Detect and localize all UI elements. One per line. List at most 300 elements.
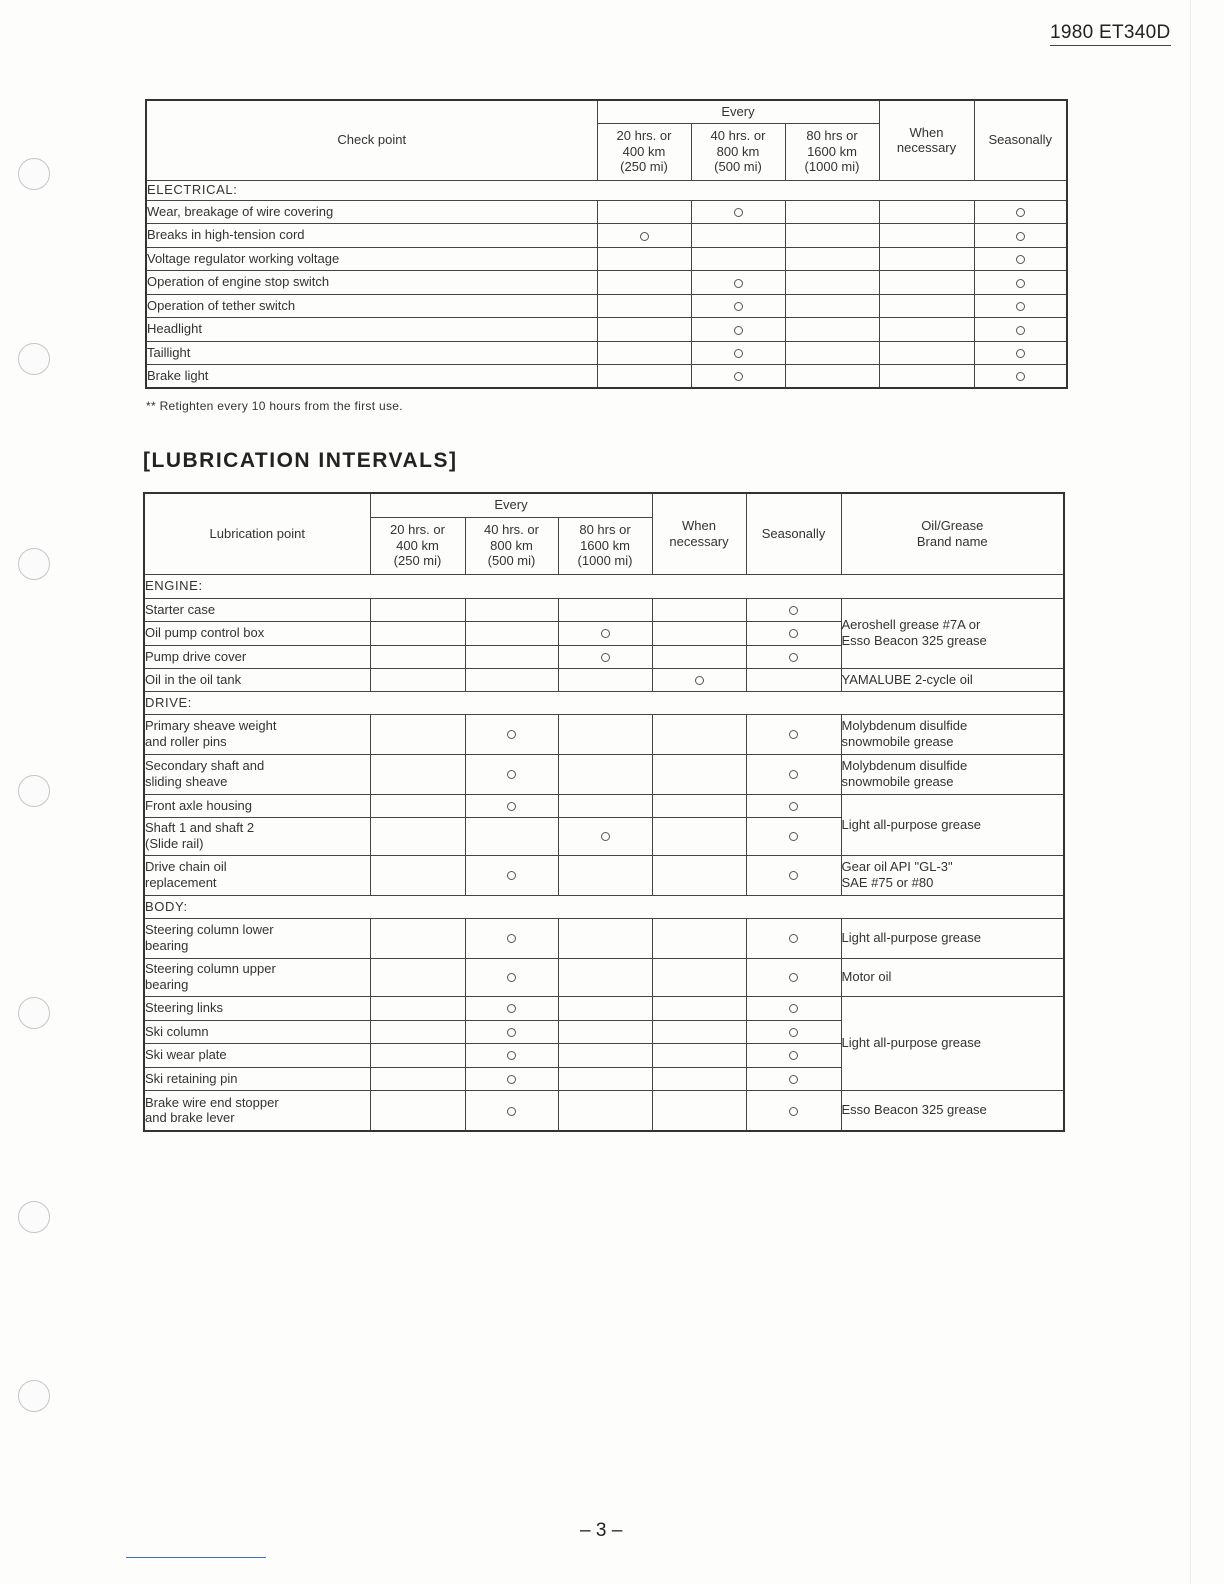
- check-mark-icon: [789, 934, 798, 943]
- cell: [785, 365, 879, 389]
- cell: [746, 1067, 841, 1090]
- cell: [652, 754, 746, 794]
- lube-point-line: (Slide rail): [145, 836, 204, 851]
- col-interval-20h: [597, 123, 691, 180]
- lube-point-line: Steering column lower: [145, 922, 274, 938]
- cell: [785, 318, 879, 342]
- cell: [691, 341, 785, 365]
- interval-line: (1000 mi): [804, 159, 860, 175]
- cell: [370, 668, 465, 691]
- check-mark-icon: [1016, 279, 1025, 288]
- check-mark-icon: [695, 676, 704, 685]
- oil-brand-line: snowmobile grease: [841, 734, 954, 749]
- check-mark-icon: [507, 802, 516, 811]
- cell: [746, 817, 841, 855]
- cell: [746, 1090, 841, 1131]
- cell: [370, 754, 465, 794]
- cell: [974, 224, 1067, 248]
- col-seasonally: Seasonally: [746, 493, 841, 574]
- lube-point: Ski column: [144, 1020, 370, 1043]
- lube-point-line: Primary sheave weight: [145, 718, 277, 734]
- oil-brand-line: Esso Beacon 325 grease: [841, 633, 987, 648]
- cell: [465, 1043, 558, 1067]
- cell: [652, 996, 746, 1020]
- lube-point-line: bearing: [145, 977, 189, 992]
- page-number: – 3 –: [580, 1520, 623, 1541]
- lube-point-line: Drive chain oil: [145, 859, 227, 875]
- lube-point-line: Shaft 1 and shaft 2: [145, 820, 255, 836]
- table-row: [144, 996, 1064, 1020]
- cell: [691, 318, 785, 342]
- cell: [465, 714, 558, 754]
- oil-brand-line: SAE #75 or #80: [841, 875, 934, 890]
- cell: [879, 224, 974, 248]
- oil-brand-line: Molybdenum disulfide: [841, 718, 968, 734]
- cell: [370, 918, 465, 958]
- cell: [597, 224, 691, 248]
- check-mark-icon: [507, 1028, 516, 1037]
- binder-hole: [18, 158, 50, 190]
- oil-brand-line: snowmobile grease: [841, 774, 954, 789]
- section-row: [144, 574, 1064, 598]
- check-mark-icon: [789, 1004, 798, 1013]
- cell: [691, 365, 785, 389]
- check-mark-icon: [789, 832, 798, 841]
- lube-point: [144, 1090, 370, 1131]
- lube-point-line: bearing: [145, 938, 189, 953]
- table-row: [144, 668, 1064, 691]
- cell: [558, 668, 652, 691]
- cell: [465, 918, 558, 958]
- col-seasonally: Seasonally: [974, 100, 1067, 180]
- section-title: [LUBRICATION INTERVALS]: [143, 449, 458, 472]
- binder-hole: [18, 343, 50, 375]
- cell: [879, 294, 974, 318]
- col-interval-80h: [558, 517, 652, 574]
- cell: [558, 1067, 652, 1090]
- check-mark-icon: [1016, 326, 1025, 335]
- cell: [652, 1090, 746, 1131]
- check-item: Operation of engine stop switch: [146, 271, 597, 295]
- table-row: [146, 247, 1067, 271]
- check-mark-icon: [734, 326, 743, 335]
- cell: [691, 294, 785, 318]
- cell: [691, 200, 785, 224]
- cell: [746, 621, 841, 645]
- check-mark-icon: [789, 629, 798, 638]
- cell: [558, 714, 652, 754]
- interval-line: 800 km: [716, 143, 760, 159]
- interval-line: 800 km: [490, 537, 533, 553]
- check-mark-icon: [789, 1028, 798, 1037]
- cell: [597, 271, 691, 295]
- check-mark-icon: [734, 208, 743, 217]
- interval-line: 400 km: [396, 537, 439, 553]
- cell: [652, 817, 746, 855]
- cell: [879, 247, 974, 271]
- table-row: [146, 224, 1067, 248]
- lube-point-line: and brake lever: [145, 1110, 235, 1126]
- lube-point: Pump drive cover: [144, 645, 370, 668]
- check-mark-icon: [507, 730, 516, 739]
- check-mark-icon: [1016, 255, 1025, 264]
- table-row: [144, 754, 1064, 794]
- cell: [652, 621, 746, 645]
- section-row: [144, 691, 1064, 714]
- interval-line: 1600 km: [807, 143, 857, 159]
- check-mark-icon: [1016, 372, 1025, 381]
- check-mark-icon: [734, 279, 743, 288]
- interval-line: 80 hrs or: [579, 522, 631, 538]
- cell: [785, 294, 879, 318]
- cell: [746, 1020, 841, 1043]
- oil-brand: [841, 754, 1064, 794]
- check-rows: [146, 200, 1067, 388]
- interval-line: (500 mi): [487, 553, 536, 569]
- cell: [465, 668, 558, 691]
- oil-brand-line: Aeroshell grease #7A or: [841, 617, 981, 633]
- necessary-label: necessary: [669, 533, 729, 549]
- check-mark-icon: [507, 1004, 516, 1013]
- cell: [785, 271, 879, 295]
- cell: [879, 365, 974, 389]
- lube-point: Oil in the oil tank: [144, 668, 370, 691]
- cell: [746, 918, 841, 958]
- check-mark-icon: [1016, 302, 1025, 311]
- cell: [652, 918, 746, 958]
- check-mark-icon: [734, 349, 743, 358]
- check-mark-icon: [734, 302, 743, 311]
- cell: [465, 794, 558, 817]
- cell: [746, 794, 841, 817]
- oil-brand: Motor oil: [841, 958, 1064, 996]
- cell: [370, 855, 465, 895]
- check-mark-icon: [507, 1051, 516, 1060]
- cell: [974, 318, 1067, 342]
- cell: [465, 598, 558, 621]
- oil-brand: Esso Beacon 325 grease: [841, 1090, 1064, 1131]
- page-edge: [1190, 0, 1191, 1584]
- cell: [465, 1020, 558, 1043]
- cell: [879, 341, 974, 365]
- cell: [558, 1090, 652, 1131]
- cell: [370, 1020, 465, 1043]
- cell: [746, 958, 841, 996]
- cell: [370, 794, 465, 817]
- lubrication-table: [143, 492, 1065, 1132]
- oil-brand: Light all-purpose grease: [841, 918, 1064, 958]
- section-electrical: ELECTRICAL:: [146, 180, 1067, 200]
- table-row: [146, 318, 1067, 342]
- check-mark-icon: [601, 653, 610, 662]
- check-mark-icon: [601, 832, 610, 841]
- section-body: BODY:: [144, 895, 1064, 918]
- oil-brand: YAMALUBE 2-cycle oil: [841, 668, 1064, 691]
- cell: [785, 224, 879, 248]
- cell: [879, 318, 974, 342]
- check-item: Brake light: [146, 365, 597, 389]
- cell: [465, 1067, 558, 1090]
- table-row: [144, 794, 1064, 817]
- check-mark-icon: [601, 629, 610, 638]
- cell: [597, 365, 691, 389]
- cell: [974, 365, 1067, 389]
- col-when-necessary: [879, 100, 974, 180]
- interval-line: (250 mi): [393, 553, 442, 569]
- cell: [652, 1043, 746, 1067]
- cell: [652, 958, 746, 996]
- col-when-necessary: [652, 493, 746, 574]
- cell: [465, 754, 558, 794]
- table-row: [146, 365, 1067, 389]
- check-mark-icon: [789, 606, 798, 615]
- col-lubrication-point: Lubrication point: [144, 493, 370, 574]
- col-interval-40h: [691, 123, 785, 180]
- binder-hole: [18, 1201, 50, 1233]
- check-mark-icon: [789, 802, 798, 811]
- lube-point: [144, 918, 370, 958]
- check-mark-icon: [789, 653, 798, 662]
- table-row: [144, 598, 1064, 621]
- check-mark-icon: [789, 871, 798, 880]
- interval-line: 80 hrs or: [806, 128, 858, 144]
- brand-name-label: Brand name: [916, 533, 988, 549]
- cell: [879, 200, 974, 224]
- cell: [465, 855, 558, 895]
- section-engine: ENGINE:: [144, 574, 1064, 598]
- cell: [785, 341, 879, 365]
- cell: [746, 1043, 841, 1067]
- table-row: [146, 200, 1067, 224]
- check-mark-icon: [507, 1107, 516, 1116]
- binder-hole: [18, 548, 50, 580]
- cell: [974, 294, 1067, 318]
- cell: [974, 200, 1067, 224]
- cell: [370, 598, 465, 621]
- electrical-check-table: [145, 99, 1068, 389]
- cell: [652, 1067, 746, 1090]
- cell: [652, 855, 746, 895]
- interval-line: 40 hrs. or: [484, 522, 539, 538]
- cell: [370, 817, 465, 855]
- oil-brand-line: Gear oil API "GL-3": [841, 859, 953, 875]
- cell: [370, 1090, 465, 1131]
- cell: [558, 645, 652, 668]
- lube-point: [144, 817, 370, 855]
- col-check-point: Check point: [146, 100, 597, 180]
- section-row: [146, 180, 1067, 200]
- col-oil-grease: [841, 493, 1064, 574]
- interval-line: (250 mi): [620, 159, 668, 175]
- cell: [691, 224, 785, 248]
- table-row: [146, 271, 1067, 295]
- check-mark-icon: [507, 770, 516, 779]
- table-row: [144, 918, 1064, 958]
- lube-point-line: Secondary shaft and: [145, 758, 265, 774]
- scan-artifact-line: [126, 1557, 266, 1558]
- cell: [597, 200, 691, 224]
- interval-line: (1000 mi): [577, 553, 633, 569]
- table-row: [146, 294, 1067, 318]
- cell: [465, 996, 558, 1020]
- check-mark-icon: [789, 973, 798, 982]
- check-mark-icon: [789, 730, 798, 739]
- check-mark-icon: [507, 871, 516, 880]
- cell: [652, 714, 746, 754]
- lube-point-line: sliding sheave: [145, 774, 228, 789]
- cell: [785, 247, 879, 271]
- cell: [746, 996, 841, 1020]
- cell: [370, 645, 465, 668]
- oil-brand: [841, 855, 1064, 895]
- check-mark-icon: [1016, 232, 1025, 241]
- lube-point: Front axle housing: [144, 794, 370, 817]
- check-item: Operation of tether switch: [146, 294, 597, 318]
- lube-point-line: and roller pins: [145, 734, 227, 749]
- cell: [370, 996, 465, 1020]
- lube-point: Oil pump control box: [144, 621, 370, 645]
- cell: [370, 1067, 465, 1090]
- cell: [370, 1043, 465, 1067]
- check-mark-icon: [507, 973, 516, 982]
- cell: [691, 247, 785, 271]
- oil-brand-line: Molybdenum disulfide: [841, 758, 968, 774]
- interval-line: 20 hrs. or: [616, 128, 672, 144]
- oil-brand: [841, 714, 1064, 754]
- lube-point: [144, 958, 370, 996]
- interval-line: 1600 km: [580, 537, 630, 553]
- lube-point: [144, 714, 370, 754]
- check-mark-icon: [640, 232, 649, 241]
- cell: [558, 794, 652, 817]
- check-item: Taillight: [146, 341, 597, 365]
- cell: [558, 1020, 652, 1043]
- cell: [370, 958, 465, 996]
- cell: [597, 341, 691, 365]
- cell: [746, 645, 841, 668]
- lube-point: [144, 855, 370, 895]
- interval-line: 20 hrs. or: [390, 522, 445, 538]
- cell: [597, 294, 691, 318]
- lube-point: Ski retaining pin: [144, 1067, 370, 1090]
- footnote: ** Retighten every 10 hours from the first use.: [146, 399, 403, 413]
- cell: [558, 958, 652, 996]
- cell: [558, 754, 652, 794]
- cell: [746, 855, 841, 895]
- cell: [597, 318, 691, 342]
- check-mark-icon: [1016, 208, 1025, 217]
- cell: [558, 996, 652, 1020]
- binder-hole: [18, 1380, 50, 1412]
- check-item: Breaks in high-tension cord: [146, 224, 597, 248]
- cell: [370, 714, 465, 754]
- check-mark-icon: [1016, 349, 1025, 358]
- section-row: [144, 895, 1064, 918]
- check-mark-icon: [789, 770, 798, 779]
- col-interval-20h: [370, 517, 465, 574]
- cell: [465, 1090, 558, 1131]
- interval-line: (500 mi): [714, 159, 762, 175]
- cell: [746, 598, 841, 621]
- cell: [465, 621, 558, 645]
- cell: [652, 668, 746, 691]
- binder-hole: [18, 997, 50, 1029]
- check-mark-icon: [507, 934, 516, 943]
- check-item: Voltage regulator working voltage: [146, 247, 597, 271]
- lube-point: Steering links: [144, 996, 370, 1020]
- cell: [597, 247, 691, 271]
- cell: [974, 271, 1067, 295]
- when-label: When: [909, 124, 944, 140]
- cell: [691, 271, 785, 295]
- cell: [879, 271, 974, 295]
- necessary-label: necessary: [896, 140, 957, 156]
- check-mark-icon: [734, 372, 743, 381]
- check-mark-icon: [789, 1075, 798, 1084]
- cell: [558, 598, 652, 621]
- model-code: 1980 ET340D: [1050, 22, 1171, 46]
- cell: [746, 754, 841, 794]
- cell: [558, 855, 652, 895]
- when-label: When: [682, 518, 716, 534]
- cell: [558, 621, 652, 645]
- table-row: [144, 1090, 1064, 1131]
- check-mark-icon: [789, 1107, 798, 1116]
- cell: [652, 794, 746, 817]
- cell: [558, 1043, 652, 1067]
- cell: [974, 247, 1067, 271]
- cell: [746, 714, 841, 754]
- col-interval-80h: [785, 123, 879, 180]
- table-row: [144, 855, 1064, 895]
- lube-point-line: replacement: [145, 875, 217, 890]
- table-row: [144, 714, 1064, 754]
- oil-grease-label: Oil/Grease: [921, 518, 984, 534]
- cell: [974, 341, 1067, 365]
- cell: [652, 598, 746, 621]
- check-mark-icon: [789, 1051, 798, 1060]
- check-mark-icon: [507, 1075, 516, 1084]
- col-interval-40h: [465, 517, 558, 574]
- cell: [652, 1020, 746, 1043]
- lube-point: Starter case: [144, 598, 370, 621]
- cell: [465, 817, 558, 855]
- col-every: Every: [370, 493, 652, 517]
- cell: [465, 958, 558, 996]
- check-item: Headlight: [146, 318, 597, 342]
- cell: [652, 645, 746, 668]
- oil-brand: Light all-purpose grease: [841, 996, 1064, 1090]
- cell: [465, 645, 558, 668]
- oil-brand: Light all-purpose grease: [841, 794, 1064, 855]
- lube-point-line: Brake wire end stopper: [145, 1094, 279, 1110]
- header-row: [146, 100, 1067, 123]
- col-every: Every: [597, 100, 879, 123]
- interval-line: 400 km: [622, 143, 666, 159]
- cell: [558, 918, 652, 958]
- interval-line: 40 hrs. or: [710, 128, 766, 144]
- cell: [370, 621, 465, 645]
- cell: [785, 200, 879, 224]
- lube-point-line: Steering column upper: [145, 961, 276, 977]
- header-row: [144, 493, 1064, 517]
- table-row: [144, 958, 1064, 996]
- lube-point: Ski wear plate: [144, 1043, 370, 1067]
- binder-hole: [18, 775, 50, 807]
- section-drive: DRIVE:: [144, 691, 1064, 714]
- oil-brand: [841, 598, 1064, 668]
- table-row: [146, 341, 1067, 365]
